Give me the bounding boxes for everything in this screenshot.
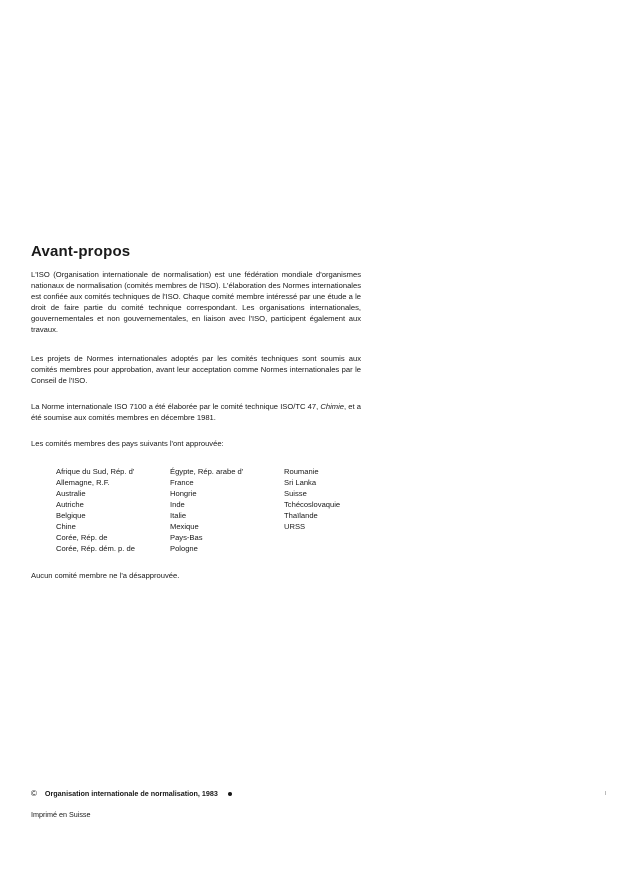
paragraph-draft-standards: Les projets de Normes internationales adoptés par les comités techniques sont soumis aux comités membres pour approbation, avant leur acceptation comme Normes internationales par le Conseil de l'ISO.: [31, 354, 361, 385]
country-item: Hongrie: [170, 489, 197, 498]
country-item: Thaïlande: [284, 511, 318, 520]
country-item: Égypte, Rép. arabe d': [170, 467, 244, 476]
paragraph-iso-intro: L'ISO (Organisation internationale de normalisation) est une fédération mondiale d'organismes nationaux de normalisation (comités membres de l'ISO). L'élaboration des Normes internationales est confiée aux comités techniques de l'ISO. Chaque comité membre intéressé par une étude a le droit de faire partie du comité technique correspondant. Les organisations internationales, gouvernementales et non gouvernementales, en liaison avec l'ISO, participent également aux travaux.: [31, 270, 361, 334]
printed-in-line: Imprimé en Suisse: [31, 810, 91, 819]
country-item: Suisse: [284, 489, 307, 498]
country-item: Pologne: [170, 544, 198, 553]
country-item: Chine: [56, 522, 76, 531]
paragraph-iso-7100-start: La Norme internationale ISO 7100 a été élaborée par le comité technique ISO/TC 47,: [31, 402, 321, 411]
country-item: Tchécoslovaquie: [284, 500, 341, 509]
country-item: URSS: [284, 522, 306, 531]
country-item: Pays-Bas: [170, 533, 203, 542]
country-item: France: [170, 478, 194, 487]
country-item: Allemagne, R.F.: [56, 478, 110, 487]
country-list: [56, 466, 394, 554]
country-item: Roumanie: [284, 467, 319, 476]
page-title: Avant-propos: [31, 243, 131, 260]
paragraph-iso-7100-end: , et a été soumise aux comités membres en décembre 1981.: [31, 402, 361, 422]
country-item: Australie: [56, 489, 86, 498]
scan-mark: [605, 791, 606, 795]
country-column-1: [56, 466, 170, 554]
country-item: Sri Lanka: [284, 478, 317, 487]
copyright-organisation: Organisation internationale de normalisation, 1983: [44, 789, 218, 798]
country-item: Belgique: [56, 511, 86, 520]
country-item: Italie: [170, 511, 187, 520]
country-item: Corée, Rép. dém. p. de: [56, 544, 135, 553]
country-column-3: [284, 466, 394, 554]
copyright-line: [31, 789, 232, 798]
committee-name: Chimie: [320, 402, 345, 411]
country-item: Autriche: [56, 500, 84, 509]
country-item: Afrique du Sud, Rép. d': [56, 467, 135, 476]
paragraph-approval-intro: Les comités membres des pays suivants l'ont approuvée:: [31, 439, 224, 448]
bullet-icon: [228, 792, 232, 796]
country-item: Corée, Rép. de: [56, 533, 108, 542]
paragraph-iso-7100: [31, 401, 361, 423]
copyright-icon: ©: [31, 789, 37, 798]
country-item: Inde: [170, 500, 185, 509]
country-column-2: [170, 466, 284, 554]
paragraph-no-disapproval: Aucun comité membre ne l'a désapprouvée.: [31, 571, 180, 580]
country-item: Mexique: [170, 522, 199, 531]
